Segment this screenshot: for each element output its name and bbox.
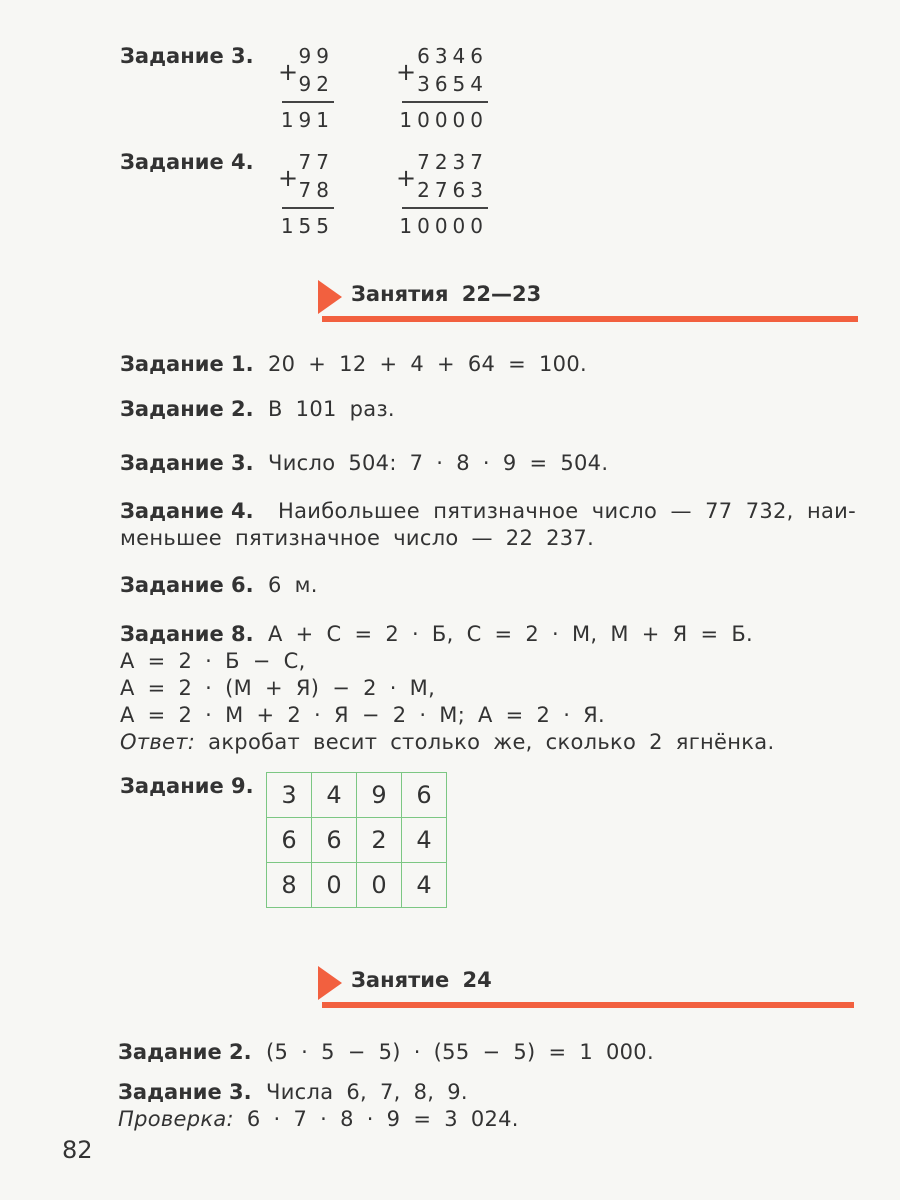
plus-sign: + bbox=[278, 58, 299, 86]
addend-2: 3654 bbox=[417, 72, 488, 96]
task-text: 20 + 12 + 4 + 64 = 100. bbox=[268, 352, 587, 376]
task-label: Задание 3. bbox=[120, 451, 254, 475]
grid-row bbox=[267, 863, 447, 908]
check-text: 6 · 7 · 8 · 9 = 3 024. bbox=[246, 1107, 519, 1131]
check-label: Проверка: bbox=[118, 1107, 234, 1131]
grid-cell: 8 bbox=[267, 863, 312, 908]
section-title: Занятия 22—23 bbox=[351, 282, 542, 306]
section-underline bbox=[322, 1002, 854, 1008]
task-text-line2: меньшее пятизначное число — 22 237. bbox=[120, 526, 595, 550]
task-label: Задание 1. bbox=[120, 352, 254, 376]
grid-cell: 6 bbox=[402, 773, 447, 818]
sum-result: 10000 bbox=[399, 214, 488, 238]
equation-line: А = 2 · М + 2 · Я − 2 · М; А = 2 · Я. bbox=[120, 703, 606, 727]
grid-cell: 2 bbox=[357, 818, 402, 863]
task-text: А + С = 2 · Б, С = 2 · М, М + Я = Б. bbox=[268, 622, 754, 646]
sum-result: 155 bbox=[280, 214, 334, 238]
answer-text: акробат весит столько же, сколько 2 ягнёнка. bbox=[208, 730, 775, 754]
addend-1: 7237 bbox=[417, 150, 488, 174]
page-number: 82 bbox=[62, 1136, 93, 1164]
plus-sign: + bbox=[396, 58, 417, 86]
task3-label: Задание 3. bbox=[120, 44, 254, 68]
grid-cell: 3 bbox=[267, 773, 312, 818]
answer-label: Ответ: bbox=[120, 730, 196, 754]
sum-result: 10000 bbox=[399, 108, 488, 132]
answer-line bbox=[120, 730, 774, 754]
addend-1: 6346 bbox=[417, 44, 488, 68]
task-label: Задание 4. bbox=[120, 499, 254, 523]
number-grid bbox=[266, 772, 447, 908]
grid-cell: 4 bbox=[402, 818, 447, 863]
sum-rule bbox=[402, 207, 488, 209]
sum-rule bbox=[282, 207, 334, 209]
task-text: В 101 раз. bbox=[268, 397, 395, 421]
grid-cell: 0 bbox=[312, 863, 357, 908]
section-heading-24 bbox=[318, 964, 854, 1012]
task-label: Задание 3. bbox=[118, 1080, 252, 1104]
grid-cell: 6 bbox=[312, 818, 357, 863]
triangle-marker-icon bbox=[318, 280, 342, 314]
task-label: Задание 9. bbox=[120, 774, 254, 798]
task-text: 6 м. bbox=[268, 573, 318, 597]
triangle-marker-icon bbox=[318, 966, 342, 1000]
addend-1: 77 bbox=[298, 150, 334, 174]
section-heading-22-23 bbox=[318, 278, 858, 326]
task-label: Задание 2. bbox=[118, 1040, 252, 1064]
grid-row bbox=[267, 773, 447, 818]
plus-sign: + bbox=[278, 164, 299, 192]
grid-cell: 0 bbox=[357, 863, 402, 908]
check-line bbox=[118, 1107, 519, 1131]
grid-row bbox=[267, 818, 447, 863]
equation-line: А = 2 · Б − С, bbox=[120, 649, 306, 673]
task-label: Задание 2. bbox=[120, 397, 254, 421]
addend-2: 78 bbox=[298, 178, 334, 202]
addend-2: 2763 bbox=[417, 178, 488, 202]
task-text: (5 · 5 − 5) · (55 − 5) = 1 000. bbox=[266, 1040, 654, 1064]
equation-line: А = 2 · (М + Я) − 2 · М, bbox=[120, 676, 436, 700]
grid-cell: 4 bbox=[402, 863, 447, 908]
grid-cell: 6 bbox=[267, 818, 312, 863]
sum-rule bbox=[282, 101, 334, 103]
task4-label: Задание 4. bbox=[120, 150, 254, 174]
task-label: Задание 8. bbox=[120, 622, 254, 646]
task-label: Задание 6. bbox=[120, 573, 254, 597]
task-text: Числа 6, 7, 8, 9. bbox=[266, 1080, 468, 1104]
plus-sign: + bbox=[396, 164, 417, 192]
sum-rule bbox=[402, 101, 488, 103]
task-text: Число 504: 7 · 8 · 9 = 504. bbox=[268, 451, 609, 475]
task-text: Наибольшее пятизначное число — 77 732, наи- bbox=[278, 499, 856, 523]
addend-1: 99 bbox=[298, 44, 334, 68]
grid-cell: 4 bbox=[312, 773, 357, 818]
section-title: Занятие 24 bbox=[351, 968, 492, 992]
sum-result: 191 bbox=[280, 108, 334, 132]
addend-2: 92 bbox=[298, 72, 334, 96]
grid-cell: 9 bbox=[357, 773, 402, 818]
section-underline bbox=[322, 316, 858, 322]
